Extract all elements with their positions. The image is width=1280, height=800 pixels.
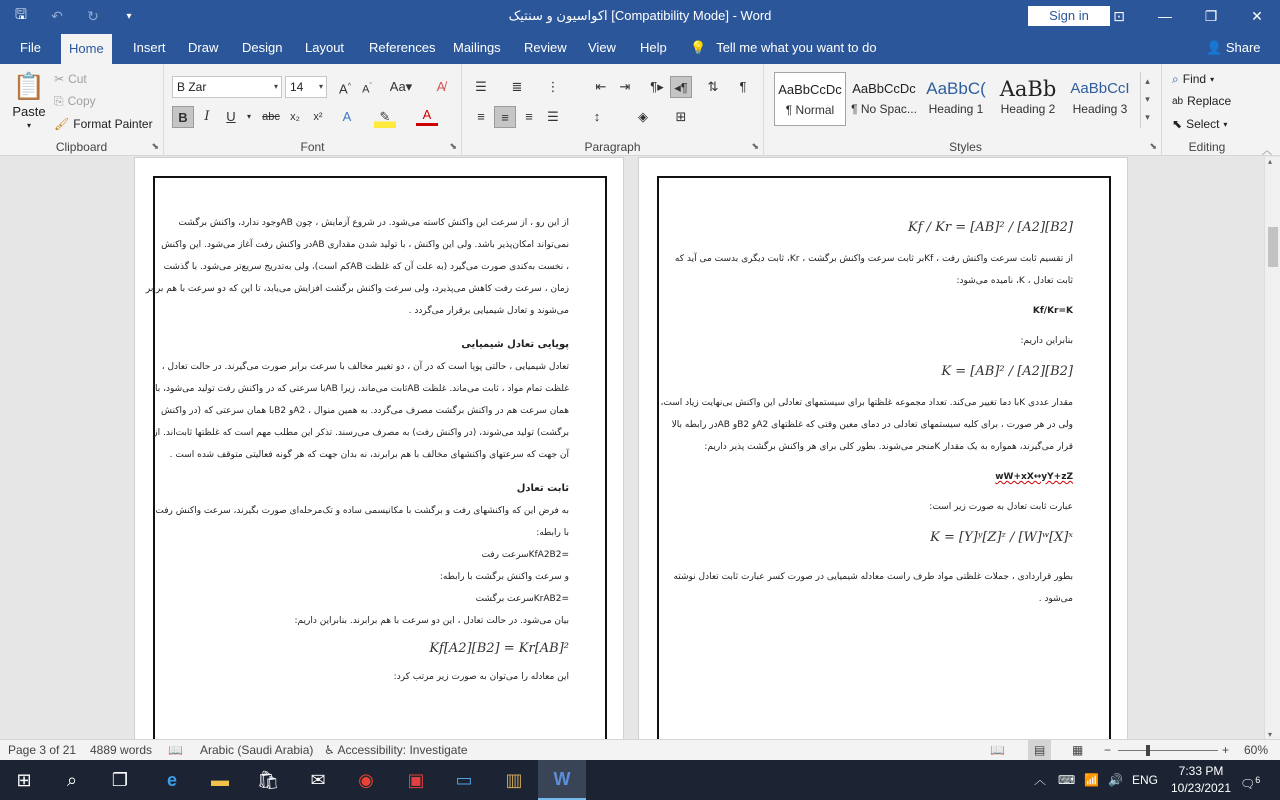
text-line: نمی‌تواند امکان‌پذیر باشد. ولی این واکنش ، با تولید شدن مقداری ABدر واکنش رفت آغاز می‌شود. این واکنش xyxy=(161,240,569,250)
accessibility-label: Accessibility: Investigate xyxy=(337,743,468,757)
scroll-thumb[interactable] xyxy=(1268,227,1278,267)
zoom-level[interactable]: 60% xyxy=(1244,743,1269,757)
windows-taskbar xyxy=(0,760,1280,800)
multilevel-list-icon[interactable]: ⋮ xyxy=(546,79,560,94)
print-layout-icon[interactable]: ▤ xyxy=(1028,740,1051,761)
ribbon-tab-bar xyxy=(0,32,1280,64)
task-view-icon[interactable]: ❐ xyxy=(111,769,129,790)
text-line: به فرض این که واکنشهای رفت و برگشت با مکانیسمی ساده و تک‌مرحله‌ای صورت بگیرند، سرعت واکنش رفت xyxy=(155,506,569,516)
italic-button[interactable]: I xyxy=(204,109,210,124)
text-line: و سرعت واکنش برگشت با رابطه: xyxy=(439,572,569,582)
text-line: برگشت) تولید می‌شوند، (در واکنش رفت) به مصرف می‌رسند. تذکر این مطلب مهم است که غلظتها ثابت‌اند. از xyxy=(153,428,569,438)
cut-label: Cut xyxy=(68,72,87,86)
font-color-icon[interactable]: A xyxy=(416,106,438,126)
zoom-slider-thumb[interactable] xyxy=(1146,745,1150,756)
copy-icon: ⎘ xyxy=(54,93,64,108)
close-button[interactable]: ✕ xyxy=(1251,7,1263,24)
zoom-in-button[interactable]: + xyxy=(1222,743,1230,757)
paintbrush-icon: 🖌 xyxy=(54,117,70,131)
tell-me-search[interactable] xyxy=(690,32,877,64)
equation: K = [Y]ʸ[Z]ᶻ / [W]ʷ[X]ˣ xyxy=(930,530,1073,545)
document-area xyxy=(0,157,1264,739)
font-launcher-icon[interactable]: ⬊ xyxy=(449,141,457,151)
vertical-scrollbar[interactable] xyxy=(1264,157,1280,739)
more-styles-icon[interactable]: ▾ xyxy=(1145,112,1150,122)
edge-browser-icon[interactable]: e xyxy=(166,769,177,790)
lightbulb-icon: 💡 xyxy=(690,40,707,55)
chevron-down-icon: ▾ xyxy=(1223,119,1228,129)
subscript-button[interactable]: x₂ xyxy=(290,111,300,123)
line-spacing-icon[interactable]: ↕ xyxy=(593,109,601,124)
volume-icon[interactable]: 🔊 xyxy=(1108,773,1123,787)
chevron-down-icon: ▾ xyxy=(318,82,323,91)
shading-icon[interactable]: ◈ xyxy=(638,109,648,124)
justify-icon[interactable]: ☰ xyxy=(547,109,559,124)
scroll-up-icon[interactable]: ▴ xyxy=(1268,157,1273,166)
tab-help[interactable]: Help xyxy=(640,40,667,55)
keyboard-icon[interactable]: ⌨ xyxy=(1058,773,1076,787)
ribbon xyxy=(0,64,1280,156)
cursor-icon: ⬉ xyxy=(1172,117,1183,131)
zoom-slider[interactable] xyxy=(1118,750,1218,751)
equation: K = [AB]² / [A2][B2] xyxy=(941,364,1073,379)
select-button[interactable] xyxy=(1172,113,1227,135)
highlight-icon[interactable]: ✎ xyxy=(374,106,396,128)
accessibility-icon: ♿ xyxy=(324,743,335,757)
text-line: با رابطه: xyxy=(536,528,569,538)
scissors-icon: ✂ xyxy=(54,72,65,86)
tab-file[interactable]: File xyxy=(20,40,41,55)
wifi-icon[interactable]: 📶 xyxy=(1084,773,1099,787)
text-line: همان سرعت هم در واکنش برگشت مصرف می‌گردد. به همین منوال ، A2و B2با همان سرعتی که (در واکنش xyxy=(161,406,569,416)
sort-icon[interactable]: ⇅ xyxy=(707,79,719,94)
find-button[interactable] xyxy=(1172,68,1214,90)
text-line: =KrAB2سرعت برگشت xyxy=(475,594,569,604)
font-name-combobox[interactable] xyxy=(172,76,282,98)
mail-icon[interactable]: ✉ xyxy=(310,769,326,790)
chrome-icon[interactable]: ◉ xyxy=(358,769,374,790)
style-sample: AaBbCcI xyxy=(1070,80,1130,97)
font-group xyxy=(164,64,462,156)
chevron-down-icon: ▾ xyxy=(1210,74,1215,84)
web-layout-icon[interactable]: ▦ xyxy=(1072,743,1084,757)
person-icon: 👤 xyxy=(1206,40,1223,55)
clipboard-group-label: Clipboard xyxy=(55,140,108,154)
clock-time: 7:33 PM xyxy=(1178,764,1224,778)
style-sample: AaBbCcDc xyxy=(778,82,842,97)
notification-icon[interactable]: 🗨$^6$ xyxy=(1240,775,1261,791)
show-hidden-icons-icon[interactable]: ︿ xyxy=(1034,773,1047,787)
word-icon[interactable]: W xyxy=(538,760,586,800)
rtl-paragraph-icon[interactable]: ◂¶ xyxy=(670,76,692,98)
style-sample: AaBbCcDc xyxy=(852,81,916,96)
tab-home[interactable]: Home xyxy=(61,34,112,64)
window-title: اکواسیون و سنتیک [Compatibility Mode] - Word xyxy=(508,8,772,23)
numbering-icon[interactable]: ≣ xyxy=(511,79,523,94)
text-line: تعادل شیمیایی ، حالتی پویا است که در آن ، دو تغییر مخالف با سرعت برابر صورت می‌گیرند. در حالت تعادل ، xyxy=(161,362,569,372)
file-explorer-icon[interactable]: ▬ xyxy=(211,769,229,790)
style-name: Heading 2 xyxy=(1000,102,1056,116)
styles-launcher-icon[interactable]: ⬊ xyxy=(1149,141,1157,151)
status-bar xyxy=(0,739,1280,760)
text-line: =KfA2B2سرعت رفت xyxy=(481,550,569,560)
decrease-indent-icon[interactable]: ⇤ xyxy=(595,79,607,94)
align-left-icon[interactable]: ≡ xyxy=(477,109,485,124)
paragraph-group-label: Paragraph xyxy=(584,140,641,154)
paste-label: Paste xyxy=(12,104,46,119)
text-line: بطور قراردادی ، جملات غلظتی مواد طرف راست معادله شیمیایی در صورت کسر عبارت ثابت تعادل نوشته xyxy=(673,572,1073,582)
chevron-down-icon: ▾ xyxy=(273,82,278,91)
search-icon: ⌕ xyxy=(1172,71,1179,86)
language[interactable]: Arabic (Saudi Arabia) xyxy=(200,743,314,757)
style-name: Heading 1 xyxy=(928,102,984,116)
text-line: می‌شوند و تعادل شیمیایی برقرار می‌گردد . xyxy=(408,306,569,316)
text-line: این معادله را می‌توان به صورت زیر مرتب کرد: xyxy=(393,672,569,682)
text-line: آن جهت که سرعتهای واکنشهای مخالف با هم برابرند، نه بدان جهت که هر گونه فعالیتی متوقف شده است . xyxy=(169,450,569,460)
paste-dropdown-icon: ▾ xyxy=(26,121,31,130)
styles-scroll[interactable] xyxy=(1140,72,1154,128)
style-name: ¶ No Spac... xyxy=(851,102,917,116)
restore-button[interactable]: ❐ xyxy=(1204,7,1218,24)
tab-insert[interactable]: Insert xyxy=(133,40,166,55)
shrink-font-icon[interactable]: $A^ˇ$ xyxy=(362,83,372,96)
tab-view[interactable]: View xyxy=(588,40,616,55)
text-line: از این رو ، از سرعت این واکنش کاسته می‌شود. در شروع آزمایش ، چون ABوجود ندارد، واکنش برگشت xyxy=(178,218,569,228)
text-line: عبارت ثابت تعادل به صورت زیر است: xyxy=(929,502,1073,512)
collapse-ribbon-icon[interactable]: ︿ xyxy=(1262,146,1272,157)
proofing-icon[interactable]: 📖 xyxy=(168,743,183,757)
change-case-icon[interactable]: Aa▾ xyxy=(389,79,413,94)
copy-label: Copy xyxy=(67,94,96,108)
input-language[interactable]: ENG xyxy=(1132,773,1159,787)
quick-access-toolbar xyxy=(10,0,140,32)
remote-desktop-icon[interactable]: ▭ xyxy=(455,769,473,790)
paste-button[interactable] xyxy=(12,70,46,136)
replace-button[interactable] xyxy=(1172,90,1231,112)
font-group-label: Font xyxy=(300,140,325,154)
format-painter-label: Format Painter xyxy=(73,117,153,131)
page-count[interactable]: Page 3 of 21 xyxy=(8,743,77,757)
ribbon-display-options-icon[interactable]: ⊡ xyxy=(1113,7,1125,24)
chevron-down-icon[interactable]: ▾ xyxy=(1145,94,1150,104)
style-heading-3[interactable] xyxy=(1064,72,1136,126)
text-line: از تقسیم ثابت سرعت واکنش رفت ، Kfبر ثابت سرعت واکنش برگشت ، Kr، ثابت دیگری بدست می آید که xyxy=(674,254,1073,264)
style-name: Heading 3 xyxy=(1072,102,1128,116)
text-line: بنابراین داریم: xyxy=(1020,336,1073,346)
page-right xyxy=(638,157,1128,739)
clock-date: 10/23/2021 xyxy=(1170,781,1232,795)
styles-group xyxy=(770,64,1162,156)
chevron-up-icon[interactable]: ▴ xyxy=(1145,76,1150,86)
grow-font-icon[interactable]: A^ xyxy=(339,81,351,97)
style-sample: AaBbC( xyxy=(926,79,986,98)
style-name: ¶ Normal xyxy=(785,103,835,117)
zoom-out-button[interactable]: − xyxy=(1104,743,1112,757)
clipboard-group xyxy=(0,64,164,156)
format-painter-button[interactable] xyxy=(54,113,153,135)
left-page-text[interactable] xyxy=(145,212,569,688)
tab-draw[interactable]: Draw xyxy=(188,40,219,55)
font-size-combobox[interactable] xyxy=(285,76,327,98)
copy-button[interactable] xyxy=(54,90,96,112)
align-right-icon[interactable]: ≡ xyxy=(525,109,533,124)
text-line: قرار می‌گیرند، همواره به یک مقدار Kمنجر می‌شوند. بطور کلی برای هر واکنش برگشت پذیر داریم: xyxy=(704,442,1073,452)
sign-in-button[interactable]: Sign in xyxy=(1028,6,1110,26)
ltr-paragraph-icon[interactable]: ¶▸ xyxy=(650,79,664,94)
save-icon[interactable]: 🖫 xyxy=(15,6,27,22)
style-heading-1[interactable] xyxy=(920,72,992,126)
text-line: می‌شود . xyxy=(1038,594,1073,604)
search-icon[interactable]: ⌕ xyxy=(66,769,78,790)
text-line: ، نخست به‌کندی صورت می‌گیرد (به علت آن که غلظت ABکم است)، ولی به‌تدریج سریع‌تر می‌شود. با گذشت xyxy=(163,262,569,272)
undo-icon[interactable]: ↶ xyxy=(51,7,63,24)
align-center-icon[interactable]: ≡ xyxy=(494,106,516,128)
replace-icon: ab xyxy=(1172,95,1184,107)
store-icon[interactable]: 🛍 xyxy=(256,769,280,790)
text-line: غلظت تمام مواد ، ثابت می‌ماند. غلظت ABثابت می‌ماند، زیرا ABبا سرعتی که در واکنش رفت تولید می‌شود، با xyxy=(154,384,569,394)
right-page-text[interactable] xyxy=(660,208,1073,610)
share-label: Share xyxy=(1225,40,1261,55)
tell-me-label: Tell me what you want to do xyxy=(716,40,877,55)
increase-indent-icon[interactable]: ⇥ xyxy=(619,79,631,94)
paragraph-group xyxy=(462,64,764,156)
read-mode-icon[interactable]: 📖 xyxy=(990,743,1005,757)
k-ratio: Kf/Kr=K xyxy=(1032,306,1073,316)
windows-start-icon[interactable]: ⊞ xyxy=(16,769,32,790)
scroll-down-icon[interactable]: ▾ xyxy=(1268,730,1273,739)
font-name-value: B Zar xyxy=(177,80,207,94)
clock[interactable] xyxy=(1168,763,1234,797)
style-heading-2[interactable] xyxy=(992,72,1064,126)
text-line: مقدار عددی Kبا دما تغییر می‌کند. تعداد مجموعه غلظتها برای سیستمهای تعادلی این واکنش بی‌نهایت زیاد است، xyxy=(660,398,1073,408)
style-normal[interactable] xyxy=(774,72,846,126)
page-left xyxy=(134,157,624,739)
minimize-button[interactable]: — xyxy=(1158,8,1172,24)
strikethrough-button[interactable]: abc xyxy=(262,111,280,123)
word-count[interactable]: 4889 words xyxy=(90,743,153,757)
clipboard-icon: 📋 xyxy=(12,71,46,101)
equation: Kf[A2][B2] = Kr[AB]² xyxy=(429,641,569,656)
tab-review[interactable]: Review xyxy=(524,40,567,55)
section-heading: ثابت تعادل xyxy=(516,483,569,494)
equation: Kf / Kr = [AB]² / [A2][B2] xyxy=(908,220,1073,235)
tab-mailings[interactable]: Mailings xyxy=(453,40,501,55)
editing-group-label: Editing xyxy=(1188,140,1226,154)
general-reaction: wW+xX↔yY+zZ xyxy=(995,472,1073,482)
borders-icon[interactable]: ⊞ xyxy=(675,109,687,124)
cut-button[interactable] xyxy=(54,68,87,90)
winrar-icon[interactable]: ▥ xyxy=(505,769,523,790)
bullets-icon[interactable]: ☰ xyxy=(475,79,487,94)
app-icon[interactable]: ▣ xyxy=(407,769,425,790)
tab-design[interactable]: Design xyxy=(242,40,283,55)
share-button[interactable] xyxy=(1206,32,1261,64)
styles-group-label: Styles xyxy=(949,140,982,154)
clear-formatting-icon[interactable]: A̸ xyxy=(436,79,446,94)
section-heading: پویایی تعادل شیمیایی xyxy=(461,339,569,350)
text-line: بیان می‌شود. در حالت تعادل ، این دو سرعت با هم برابرند. بنابراین داریم: xyxy=(294,616,569,626)
paragraph-launcher-icon[interactable]: ⬊ xyxy=(751,141,759,151)
style-sample: AaBb xyxy=(999,77,1057,101)
select-label: Select xyxy=(1186,117,1220,131)
text-line: ثابت تعادل ، K، نامیده می‌شود: xyxy=(956,276,1073,286)
style-no-spacing[interactable] xyxy=(848,72,920,126)
bold-button[interactable]: B xyxy=(172,106,194,128)
accessibility-status[interactable] xyxy=(324,740,468,761)
title-bar xyxy=(0,0,1280,32)
text-effects-icon[interactable]: A xyxy=(342,109,352,124)
tab-references[interactable]: References xyxy=(369,40,436,55)
redo-icon[interactable]: ↻ xyxy=(87,7,99,24)
superscript-button[interactable]: x² xyxy=(313,111,323,123)
clipboard-launcher-icon[interactable]: ⬊ xyxy=(151,141,159,151)
font-size-value: 14 xyxy=(290,80,304,94)
customize-qat-icon[interactable]: ▾ xyxy=(126,10,132,22)
find-label: Find xyxy=(1182,72,1207,86)
replace-label: Replace xyxy=(1187,94,1232,108)
underline-button[interactable]: U xyxy=(226,109,236,124)
text-line: زمان ، سرعت رفت کاهش می‌پذیرد، ولی سرعت واکنش برگشت افزایش می‌یابد، تا این که دو سرعت با هم برابر xyxy=(145,284,569,294)
show-formatting-marks-icon[interactable]: ¶ xyxy=(739,79,747,94)
notification-count: 6 xyxy=(1255,775,1261,785)
text-line: ولی در هر صورت ، برای کلیه سیستمهای تعادلی در دمای معین وقتی که غلظتهای A2و B2و ABدر رابطه بالا xyxy=(671,420,1073,430)
editing-group xyxy=(1162,64,1252,156)
tab-layout[interactable]: Layout xyxy=(305,40,345,55)
underline-dropdown-icon[interactable]: ▾ xyxy=(246,112,251,121)
